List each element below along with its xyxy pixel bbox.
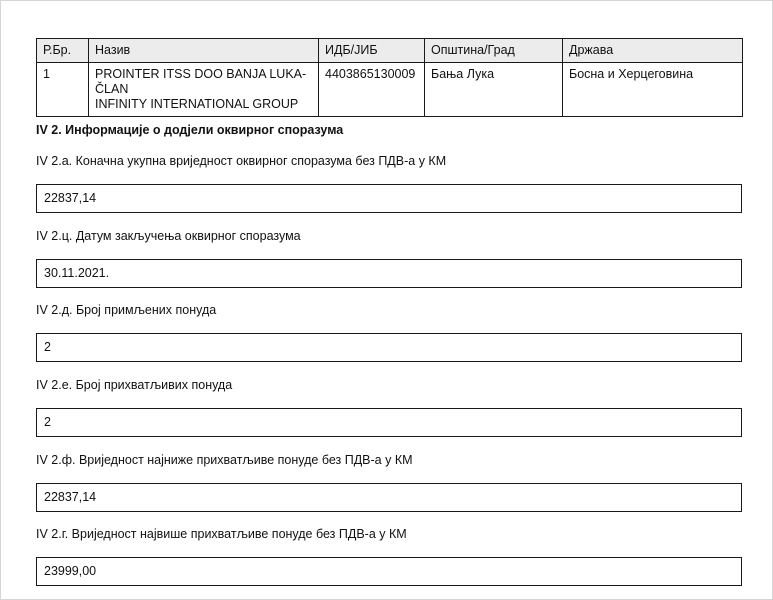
field-label-total-value: IV 2.а. Коначна укупна вриједност оквирног споразума без ПДВ-а у КМ	[36, 154, 447, 168]
row-name-line-1: PROINTER ITSS DOO BANJA LUKA-ČLAN	[95, 67, 307, 96]
column-header-country: Држава	[563, 39, 743, 63]
row-id-cell: 4403865130009	[319, 63, 425, 117]
field-value-agreement-date: 30.11.2021.	[36, 259, 742, 288]
section-heading: IV 2. Информације о додјели оквирног споразума	[36, 123, 344, 137]
field-value-acceptable-offers: 2	[36, 408, 742, 437]
row-name-line-2: INFINITY INTERNATIONAL GROUP	[95, 97, 299, 111]
column-header-name: Назив	[89, 39, 319, 63]
column-header-municipality: Општина/Град	[425, 39, 563, 63]
field-value-lowest-offer: 22837,14	[36, 483, 742, 512]
suppliers-table	[36, 38, 743, 117]
field-value-received-offers: 2	[36, 333, 742, 362]
field-value-highest-offer: 23999,00	[36, 557, 742, 586]
row-country-cell: Босна и Херцеговина	[563, 63, 743, 117]
field-value-total-value: 22837,14	[36, 184, 742, 213]
field-label-lowest-offer: IV 2.ф. Вриједност најниже прихватљиве понуде без ПДВ-а у КМ	[36, 453, 413, 467]
field-label-received-offers: IV 2.д. Број примљених понуда	[36, 303, 217, 317]
table-row	[37, 63, 743, 117]
row-name-cell	[89, 63, 319, 117]
field-label-agreement-date: IV 2.ц. Датум закључења оквирног споразума	[36, 229, 301, 243]
column-header-number: Р.Бр.	[37, 39, 89, 63]
column-header-id: ИДБ/ЈИБ	[319, 39, 425, 63]
field-label-highest-offer: IV 2.г. Вриједност највише прихватљиве понуде без ПДВ-а у КМ	[36, 527, 407, 541]
table-header-row	[37, 39, 743, 63]
row-municipality-cell: Бања Лука	[425, 63, 563, 117]
field-label-acceptable-offers: IV 2.е. Број прихватљивих понуда	[36, 378, 233, 392]
row-number-cell: 1	[37, 63, 89, 117]
